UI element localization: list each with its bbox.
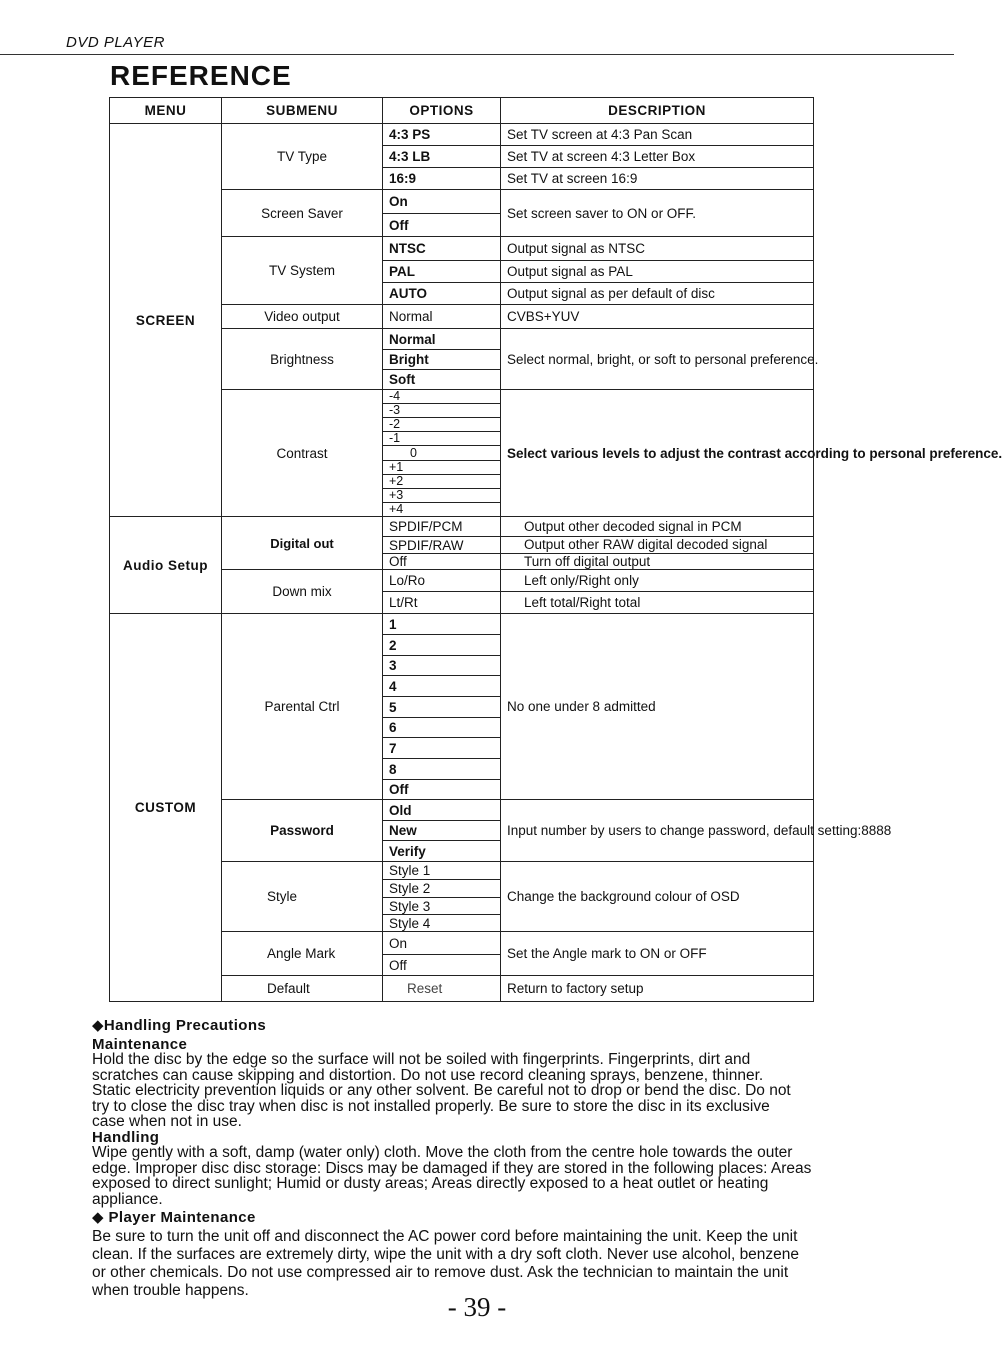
description-cell: CVBS+YUV [501,305,814,329]
maintenance-line: scratches can cause skipping and distortion. Do not use record cleaning sprays, benzene, thinner. [92,1066,764,1084]
option-cell: 7 [383,738,501,759]
header-rule [0,54,954,55]
maintenance-line: case when not in use. [92,1113,242,1130]
option-cell: 4:3 LB [383,146,501,168]
submenu-contrast: Contrast [222,390,383,517]
option-cell: New [383,821,501,841]
option-cell: -4 [383,390,501,404]
option-cell: NTSC [383,237,501,261]
player-maintenance-heading: ◆ Player Maintenance [92,1209,256,1226]
handling-notes [92,1018,897,1300]
submenu-video-output: Video output [222,305,383,329]
description-cell: Output other decoded signal in PCM [501,517,814,537]
option-cell: SPDIF/RAW [383,537,501,554]
option-cell: -3 [383,404,501,418]
description-cell: Set TV at screen 4:3 Letter Box [501,146,814,168]
column-header-options: OPTIONS [383,98,501,124]
option-cell: 4 [383,676,501,697]
submenu-password: Password [222,800,383,862]
table-row [110,124,814,146]
column-header-menu: MENU [110,98,222,124]
table-row [110,517,814,537]
player-maintenance-line: or other chemicals. Do not use compressed air to remove dust. Ask the technician to maintain the unit [92,1263,789,1281]
description-cell: Select normal, bright, or soft to personal preference. [501,329,814,390]
description-cell: Output signal as per default of disc [501,283,814,305]
option-cell: AUTO [383,283,501,305]
handling-line: exposed to direct sunlight; Humid or dusty areas; Areas directly exposed to a heat outlet or heating [92,1175,769,1192]
option-cell: Lt/Rt [383,592,501,614]
option-cell: +3 [383,489,501,503]
option-cell: Off [383,214,501,237]
option-cell: 5 [383,697,501,718]
option-cell: Style 1 [383,862,501,880]
maintenance-heading: Maintenance [92,1035,188,1053]
column-header-description: DESCRIPTION [501,98,814,124]
player-maintenance-line: when trouble happens. [92,1281,249,1299]
submenu-screen-saver: Screen Saver [222,190,383,237]
option-cell: Verify [383,841,501,862]
handling-line: Wipe gently with a soft, damp (water only) cloth. Move the cloth from the centre hole towards the outer [92,1144,793,1161]
description-cell: Left only/Right only [501,570,814,592]
table-row [110,614,814,635]
submenu-parental-ctrl: Parental Ctrl [222,614,383,800]
option-cell: 2 [383,635,501,656]
player-maintenance-line: clean. If the surfaces are extremely dirty, wipe the unit with a dry soft cloth. Never use alcohol, benzene [92,1245,800,1263]
option-cell: Soft [383,370,501,390]
option-cell: +2 [383,475,501,489]
description-cell: Return to factory setup [501,976,814,1002]
option-cell: 16:9 [383,168,501,190]
option-cell: Style 3 [383,898,501,915]
submenu-style: Style [222,862,383,932]
option-cell: 4:3 PS [383,124,501,146]
table-header-row [110,98,814,124]
column-header-submenu: SUBMENU [222,98,383,124]
submenu-tv-system: TV System [222,237,383,305]
description-cell: Input number by users to change password, default setting:8888 [501,800,814,862]
handling-heading: Handling [92,1128,160,1146]
maintenance-line: try to close the disc tray when disc is not installed properly. Be sure to store the disc in its exclusive [92,1097,770,1115]
option-cell: Style 2 [383,880,501,898]
description-cell: Set screen saver to ON or OFF. [501,190,814,237]
maintenance-line: Static electricity prevention liquids or any other solvent. Be careful not to drop or bend the disc. Do not [92,1082,791,1099]
handling-line: edge. Improper disc disc storage: Discs may be damaged if they are stored in the following places: Areas [92,1159,812,1177]
description-cell: Change the background colour of OSD [501,862,814,932]
description-cell: Left total/Right total [501,592,814,614]
option-cell: -2 [383,418,501,432]
menu-custom: CUSTOM [110,614,222,1002]
option-cell: 0 [383,446,501,461]
option-cell: 3 [383,656,501,676]
option-cell: Style 4 [383,915,501,932]
menu-screen: SCREEN [110,124,222,517]
description-cell: Output other RAW digital decoded signal [501,537,814,554]
description-cell: No one under 8 admitted [501,614,814,800]
option-cell: PAL [383,261,501,283]
page-title: REFERENCE [110,60,292,91]
option-cell: Off [383,554,501,570]
description-cell: Set the Angle mark to ON or OFF [501,932,814,976]
handling-precautions-heading: ◆Handling Precautions [92,1017,267,1034]
option-cell: 8 [383,759,501,780]
option-cell: On [383,932,501,955]
option-cell: Old [383,800,501,821]
option-cell: On [383,190,501,214]
player-maintenance-line: Be sure to turn the unit off and disconnect the AC power cord before maintaining the unit. Keep the unit [92,1227,798,1245]
page-number: - 39 - [447,1292,507,1322]
option-cell: 6 [383,718,501,738]
option-cell: 1 [383,614,501,635]
maintenance-line: Hold the disc by the edge so the surface will not be soiled with fingerprints. Fingerprints, dirt and [92,1051,751,1068]
option-cell: -1 [383,432,501,446]
description-cell: Output signal as PAL [501,261,814,283]
description-cell: Select various levels to adjust the contrast according to personal preference. [501,390,814,517]
submenu-angle-mark: Angle Mark [222,932,383,976]
option-cell: Off [383,955,501,976]
option-cell: Reset [383,976,501,1002]
menu-audio-setup: Audio Setup [110,517,222,614]
option-cell: Normal [383,305,501,329]
submenu-digital-out: Digital out [222,517,383,570]
option-cell: SPDIF/PCM [383,517,501,537]
submenu-tv-type: TV Type [222,124,383,190]
option-cell: +4 [383,503,501,517]
description-cell: Set TV screen at 4:3 Pan Scan [501,124,814,146]
submenu-default: Default [222,976,383,1002]
description-cell: Set TV at screen 16:9 [501,168,814,190]
document-header-label: DVD PLAYER [66,34,165,51]
description-cell: Turn off digital output [501,554,814,570]
handling-line: appliance. [92,1190,163,1208]
submenu-down-mix: Down mix [222,570,383,614]
submenu-brightness: Brightness [222,329,383,390]
description-cell: Output signal as NTSC [501,237,814,261]
option-cell: Bright [383,350,501,370]
option-cell: +1 [383,461,501,475]
option-cell: Lo/Ro [383,570,501,592]
option-cell: Off [383,780,501,800]
option-cell: Normal [383,329,501,350]
reference-table [109,97,1002,1002]
